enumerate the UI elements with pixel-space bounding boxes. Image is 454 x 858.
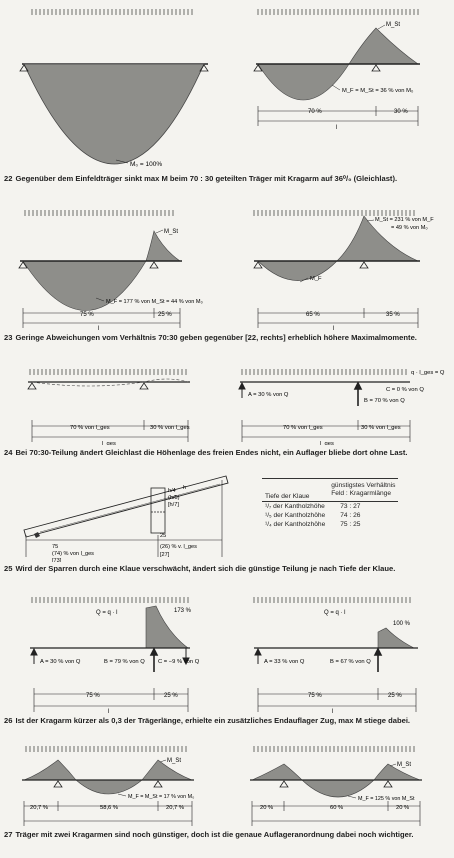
rafter-beam [24, 476, 228, 537]
dimension-lines [258, 308, 418, 328]
caption-27: 27 Träger mit zwei Kragarmen sind noch günstiger, doch ist die genaue Auflageranordnung dabei noch wichtiger. [4, 830, 414, 839]
fig26-right-shear-diagram [228, 588, 454, 716]
mst-label: M_St [167, 758, 182, 764]
l-label: l [332, 709, 334, 715]
load-hatching [32, 9, 192, 15]
reaction-a-arrow-icon [255, 649, 261, 664]
left-support-moment-area [24, 760, 76, 780]
dim-a-label: 20 % [260, 805, 274, 811]
load-hatching [26, 746, 186, 752]
mst-label: M_St = 231 % von M_F [375, 217, 434, 223]
caption-22: 22 Gegenüber dem Einfeldträger sinkt max M beim 70 : 30 geteilten Träger mit Kragarm auf 36⁰/₀ (Gleichlast). [4, 174, 398, 183]
support-moment-area [146, 231, 180, 261]
fig22-left-single-span-moment-diagram [0, 0, 225, 172]
dim-a-label: 20,7 % [30, 805, 49, 811]
reaction-b-arrow-icon [355, 383, 361, 406]
table-row: ¹/₄ der Kantholzhöhe 75 : 25 [265, 521, 361, 528]
reaction-a-arrow-icon [31, 649, 37, 664]
caption-24: 24 Bei 70:30-Teilung ändert Gleichlast die Höhenlage des freien Endes nicht, ein Auflager bliebe dort ohne Last. [4, 448, 408, 457]
support-right-icon [154, 781, 162, 787]
l-label: l [108, 709, 110, 715]
load-hatching [242, 369, 406, 375]
reaction-b-label: B = 70 % von Q [364, 398, 405, 404]
fig27-right-double-cantilever [228, 738, 454, 834]
q-label: Q = q · l [324, 610, 346, 616]
mf-label: M_F = 125 % von M_St [358, 796, 415, 802]
reaction-b-label: B = 67 % von Q [330, 659, 371, 665]
h-label: h [183, 485, 187, 491]
mf-label: M_F = 177 % von M_St = 44 % von M₀ [106, 299, 203, 305]
span-label: 70 % [308, 109, 322, 115]
span-label: 65 % [306, 312, 320, 318]
table-header-ratio: günstigstes Verhältnis Feld : Kragarmlänge [328, 479, 398, 502]
cant-label: 30 % von l_ges [150, 425, 190, 431]
shear-area [378, 628, 414, 648]
dim-c-label: 20 % [396, 805, 410, 811]
fig23-right-moment-diagram [228, 200, 454, 330]
cant-label: 30 % [394, 109, 408, 115]
fig24-left-deflection-diagram [0, 360, 226, 445]
mst-label: M_St [397, 762, 412, 768]
fig22-right-cantilever-moment-diagram [228, 0, 454, 130]
support-left-icon [54, 781, 62, 787]
reaction-a-label: A = 30 % von Q [40, 659, 81, 665]
dimension-lines [242, 420, 410, 442]
fig24-right-reaction-diagram [228, 360, 454, 445]
reaction-c-label: C = 0 % von Q [386, 387, 424, 393]
cant-label: 25 % [388, 693, 402, 699]
span-moment-area [302, 780, 374, 797]
dim-b-label: 60 % [330, 805, 344, 811]
span-moment-area [76, 780, 142, 794]
span-label: 75 % [308, 693, 322, 699]
q-label: Q = q · l [96, 610, 118, 616]
h4-label: h/4 [168, 488, 176, 494]
span-label: 70 % von l_ges [283, 425, 323, 431]
support-mid-icon [360, 262, 368, 268]
mst-label: M_St [164, 229, 179, 235]
span-label: 75 % [86, 693, 100, 699]
cant-label: 25 % [158, 312, 172, 318]
support-mid-icon [150, 262, 158, 268]
span-moment-area [258, 261, 337, 281]
mst-label: M_St [386, 22, 401, 28]
d74-label: (74) % von l_ges [52, 551, 94, 557]
caption-26: 26 Ist der Kragarm kürzer als 0,3 der Trägerlänge, erhielte ein zusätzliches Endauflager Zug, max M stiege dabei. [4, 716, 411, 725]
span-label: 70 % von l_ges [70, 425, 110, 431]
fig23-left-moment-diagram [0, 200, 226, 330]
l-label: l [98, 326, 100, 330]
dim-c-label: 20,7 % [166, 805, 185, 811]
reaction-b-arrow-icon [151, 649, 157, 672]
cant-label: 25 % [164, 693, 178, 699]
support-moment-area [349, 28, 418, 64]
caption-25: 25 Wird der Sparren durch eine Klaue verschwächt, ändert sich die günstige Teilung je nach Tiefe der Klaue. [4, 564, 396, 573]
fig25-rafter-notch-diagram [0, 462, 240, 562]
d27-label: [27] [160, 552, 170, 558]
left-support-moment-area [252, 764, 302, 780]
load-hatching [254, 597, 410, 603]
load-label: q · l_ges = Q [411, 370, 445, 376]
mf-label: M_F = M_St = 17 % von M₀ [128, 794, 195, 800]
m0-label: M₀ = 100% [130, 161, 163, 168]
span-moment-area [258, 64, 349, 100]
d25-label: 25 [160, 533, 167, 539]
load-hatching [30, 369, 186, 375]
fig27-left-double-cantilever [0, 738, 226, 834]
reaction-a-label: A = 30 % von Q [248, 392, 289, 398]
notch-depth-table [262, 478, 398, 529]
l-label: l [333, 326, 335, 330]
cant-label: 30 % von l_ges [361, 425, 401, 431]
dimension-lines [34, 688, 188, 712]
table-row: ¹/₅ der Kantholzhöhe 74 : 26 [265, 512, 361, 519]
fig26-left-shear-diagram [0, 588, 226, 716]
d26-label: (26) % v. l_ges [160, 544, 197, 550]
load-hatching [258, 9, 418, 15]
moment-area [24, 64, 204, 164]
load-hatching [25, 210, 173, 216]
dimension-lines [32, 420, 188, 442]
mf-label: M_F [310, 276, 322, 282]
pct-label: 100 % [393, 621, 411, 627]
total-label: l_ges [320, 441, 334, 445]
total-label: l_ges [102, 441, 116, 445]
load-hatching [254, 210, 414, 216]
dimension-lines [23, 308, 180, 328]
table-row: ¹/₇ der Kantholzhöhe 73 : 27 [265, 503, 361, 510]
support-left-icon [280, 781, 288, 787]
load-hatching [32, 597, 188, 603]
h5-label: (h/5) [168, 495, 180, 501]
span-label: 75 % [80, 312, 94, 318]
h7-label: [h/7] [168, 502, 179, 508]
support-left-icon [28, 383, 36, 389]
reaction-b-arrow-icon [375, 649, 381, 672]
reaction-a-label: A = 33 % von Q [264, 659, 305, 665]
table-header-depth: Tiefe der Klaue [262, 479, 328, 502]
support-mid-icon [372, 65, 380, 71]
d73-label: [73] [52, 558, 62, 562]
support-mid-icon [140, 383, 148, 389]
l-label: l [336, 125, 338, 130]
dim-b-label: 58,6 % [100, 805, 119, 811]
d75-label: 75 [52, 544, 59, 550]
dimension-lines [258, 688, 416, 712]
support-right-icon [384, 781, 392, 787]
load-hatching [254, 746, 414, 752]
mst-label-2: = 49 % von M₀ [391, 225, 428, 231]
pct-label: 173 % [174, 608, 192, 614]
mf-label: M_F = M_St = 36 % von M₀ [342, 88, 414, 94]
cant-label: 35 % [386, 312, 400, 318]
reaction-b-label: B = 79 % von Q [104, 659, 145, 665]
caption-23: 23 Geringe Abweichungen vom Verhältnis 70:30 geben gegenüber [22, rechts] erheblich höhere Maximalmomente. [4, 333, 417, 342]
reaction-a-arrow-icon [239, 383, 245, 398]
reaction-c-label: C = −9 % von Q [158, 659, 200, 665]
